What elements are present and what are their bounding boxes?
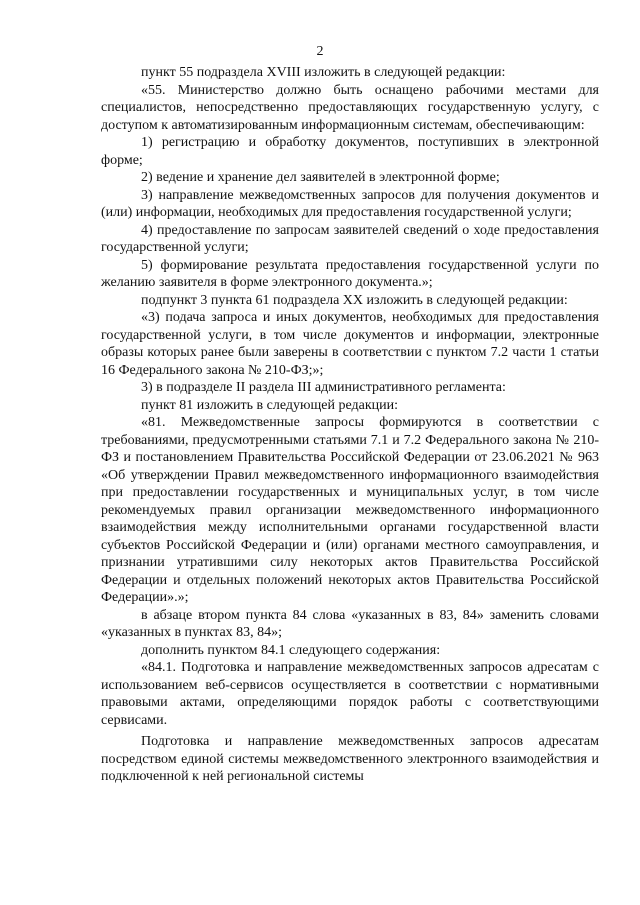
paragraph-10: 3) в подразделе II раздела III административного регламента:	[141, 380, 506, 395]
paragraph-7: 5) формирование результата предоставления государственной услуги по желанию заявителя в форме электронного документа.»;	[101, 257, 599, 290]
page-number: 2	[316, 44, 324, 59]
paragraph-4: 2) ведение и хранение дел заявителей в электронной форме;	[141, 170, 500, 185]
paragraph-13: в абзаце втором пункта 84 слова «указанных в 83, 84» заменить словами «указанных в пунктах 83, 84»;	[101, 607, 599, 640]
paragraph-11: пункт 81 изложить в следующей редакции:	[141, 397, 398, 413]
paragraph-16: Подготовка и направление межведомственных запросов адресатам посредством единой системы межведомственного электронного взаимодействия и подключенной к ней региональной системы	[101, 734, 599, 784]
paragraph-12: «81. Межведомственные запросы формируются в соответствии с требованиями, предусмотренными статьями 7.1 и 7.2 Федерального закона № 210-ФЗ и постановлением Правительства Российской Федерации от 23.06.2021 № 963 «Об утверждении Правил межведомственного информационного взаимодействия при предоставлении государственных и муниципальных услуг, в том числе рекомендуемых правил организации межведомственного информационного взаимодействия между исполнительными органами государственной власти субъектов Российской Федерации и (или) органами местного самоуправления, и признании утратившими силу некоторых актов Правительства Российской Федерации и отдельных положений некоторых актов Правительства Российской Федерации».»;	[101, 415, 599, 605]
paragraph-5: 3) направление межведомственных запросов для получения документов и (или) информации, необходимых для предоставления государственной услуги;	[101, 187, 599, 220]
paragraph-15: «84.1. Подготовка и направление межведомственных запросов адресатам с использованием веб-сервисов осуществляется в соответствии с нормативными правовыми актами, определяющими порядок работы с соответствующими сервисами.	[101, 660, 599, 728]
paragraph-9: «3) подача запроса и иных документов, необходимых для предоставления государственной услуги, в том числе документов и информации, электронные образы которых ранее были заверены в соответствии с пунктом 7.2 части 1 статьи 16 Федерального закона № 210-ФЗ;»;	[101, 310, 599, 378]
paragraph-2: «55. Министерство должно быть оснащено рабочими местами для специалистов, непосредственно предоставляющих государственную услугу, с доступом к автоматизированным информационным системам, обеспечивающим:	[101, 82, 599, 133]
paragraph-1: пункт 55 подраздела XVIII изложить в следующей редакции:	[141, 65, 506, 80]
document-body	[101, 64, 599, 786]
paragraph-6: 4) предоставление по запросам заявителей сведений о ходе предоставления государственной услуги;	[101, 222, 599, 255]
paragraph-8: подпункт 3 пункта 61 подраздела XX изложить в следующей редакции:	[141, 292, 568, 308]
paragraph-14: дополнить пунктом 84.1 следующего содержания:	[141, 642, 441, 658]
paragraph-3: 1) регистрацию и обработку документов, поступивших в электронной форме;	[101, 135, 599, 168]
